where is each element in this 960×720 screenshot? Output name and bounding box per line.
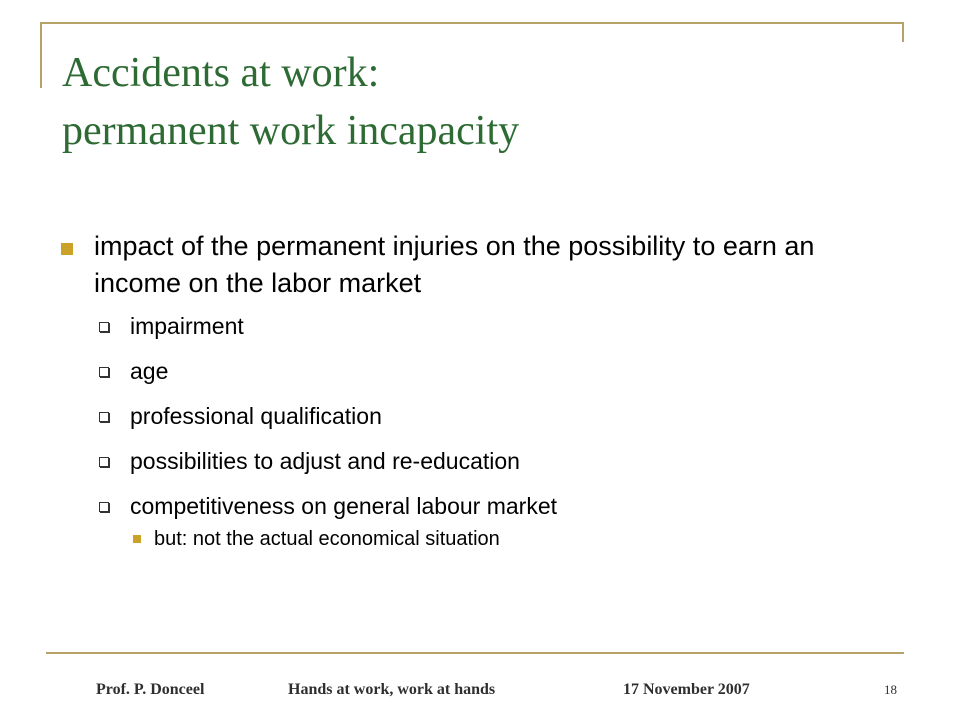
slide-title-line-2: permanent work incapacity (62, 108, 520, 154)
slide-title-line-1: Accidents at work: (62, 50, 380, 96)
page-number: 18 (884, 682, 897, 697)
sub-bullet-item (58, 447, 898, 475)
box-bullet-icon (99, 502, 109, 512)
frame-bottom-line (46, 652, 904, 654)
sub-bullet-item (58, 492, 898, 520)
footer-date: 17 November 2007 (623, 681, 750, 698)
sub-bullet-text: possibilities to adjust and re-education (130, 448, 520, 474)
frame-top-line (40, 22, 904, 24)
sub-sub-bullet-text: but: not the actual economical situation (154, 528, 500, 550)
slide-title (62, 44, 902, 160)
sub-bullet-text: age (130, 358, 169, 384)
sub-bullet-list (58, 312, 898, 551)
sub-bullet-text: professional qualification (130, 403, 382, 429)
sub-bullet-text: competitiveness on general labour market (130, 493, 558, 519)
sub-bullet-item (58, 402, 898, 430)
small-square-bullet-icon (133, 535, 141, 543)
sub-bullet-text: impairment (130, 313, 244, 339)
box-bullet-icon (99, 412, 109, 422)
slide-content (58, 228, 898, 551)
square-bullet-icon (61, 243, 73, 255)
frame-left-line (40, 22, 42, 88)
sub-sub-bullet-item (58, 527, 898, 551)
box-bullet-icon (99, 457, 109, 467)
main-bullet-item (58, 228, 898, 302)
box-bullet-icon (99, 367, 109, 377)
sub-bullet-item (58, 312, 898, 340)
footer-event: Hands at work, work at hands (288, 681, 496, 698)
frame-right-line (902, 22, 904, 42)
sub-bullet-item (58, 357, 898, 385)
footer-author: Prof. P. Donceel (96, 681, 205, 698)
main-bullet-text: impact of the permanent injuries on the possibility to earn an income on the labor market (94, 231, 815, 298)
box-bullet-icon (99, 322, 109, 332)
